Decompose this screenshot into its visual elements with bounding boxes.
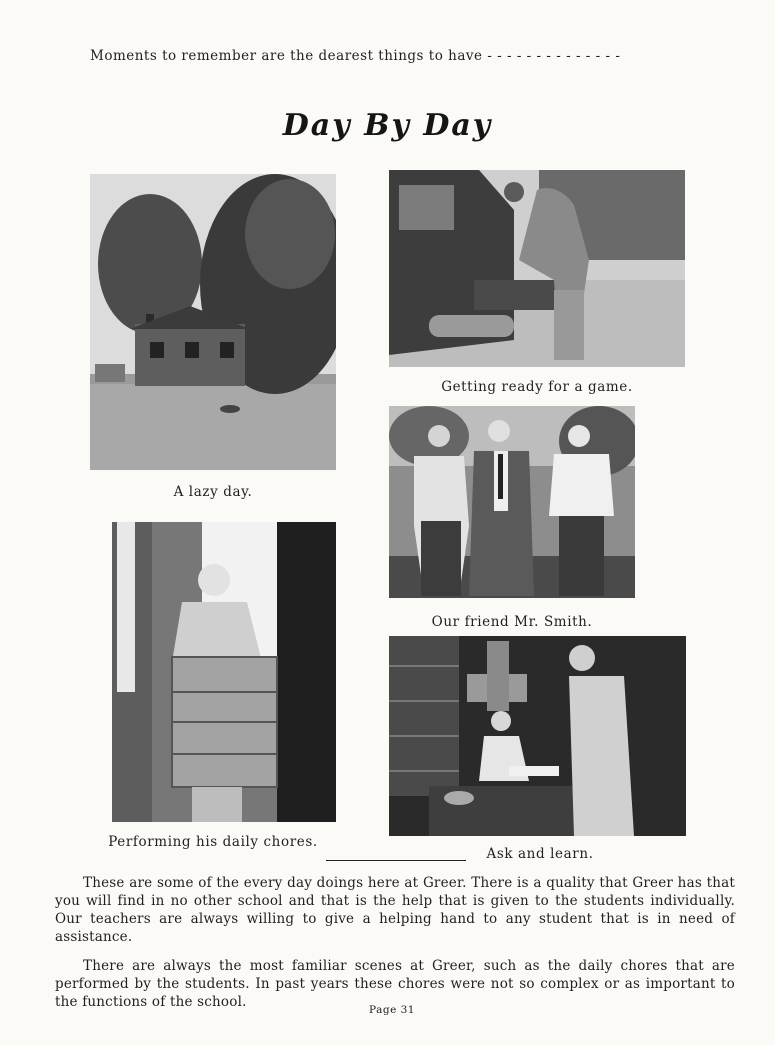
caption-ask-learn: Ask and learn. — [486, 846, 594, 862]
paragraph-2-text: There are always the most familiar scenes at Greer, such as the daily chores that are performed by the students. In past years these chores were not so complex or as important to the functions of the school. — [55, 958, 735, 1010]
caption-daily-chores: Performing his daily chores. — [108, 834, 318, 850]
house-trees-illustration — [90, 174, 336, 470]
caption-lazy-day: A lazy day. — [173, 484, 253, 500]
header-line: Moments to remember are the dearest things to have - - - - - - - - - - - - - - — [90, 48, 621, 64]
car-trunk-photo — [389, 170, 685, 367]
paragraph-1-text: These are some of the every day doings here at Greer. There is a quality that Greer has that you will find in no other school and that is the help that is given to the students individually. Our teachers are always willing to give a helping hand to any student that is in need of assistance. — [55, 875, 735, 945]
three-men-photo — [389, 406, 635, 598]
library-photo — [389, 636, 686, 836]
caption-getting-ready: Getting ready for a game. — [441, 379, 633, 395]
boy-crate-illustration — [112, 522, 336, 822]
library-illustration — [389, 636, 686, 836]
page-number: Page 31 — [369, 1004, 415, 1016]
divider-rule — [326, 860, 466, 861]
paragraph-1 — [55, 874, 735, 946]
house-trees-photo — [90, 174, 336, 470]
caption-mr-smith: Our friend Mr. Smith. — [431, 614, 593, 630]
three-men-illustration — [389, 406, 635, 598]
page-title: Day By Day — [282, 108, 493, 143]
paragraph-2 — [55, 957, 735, 1011]
boy-crate-photo — [112, 522, 336, 822]
car-trunk-illustration — [389, 170, 685, 367]
